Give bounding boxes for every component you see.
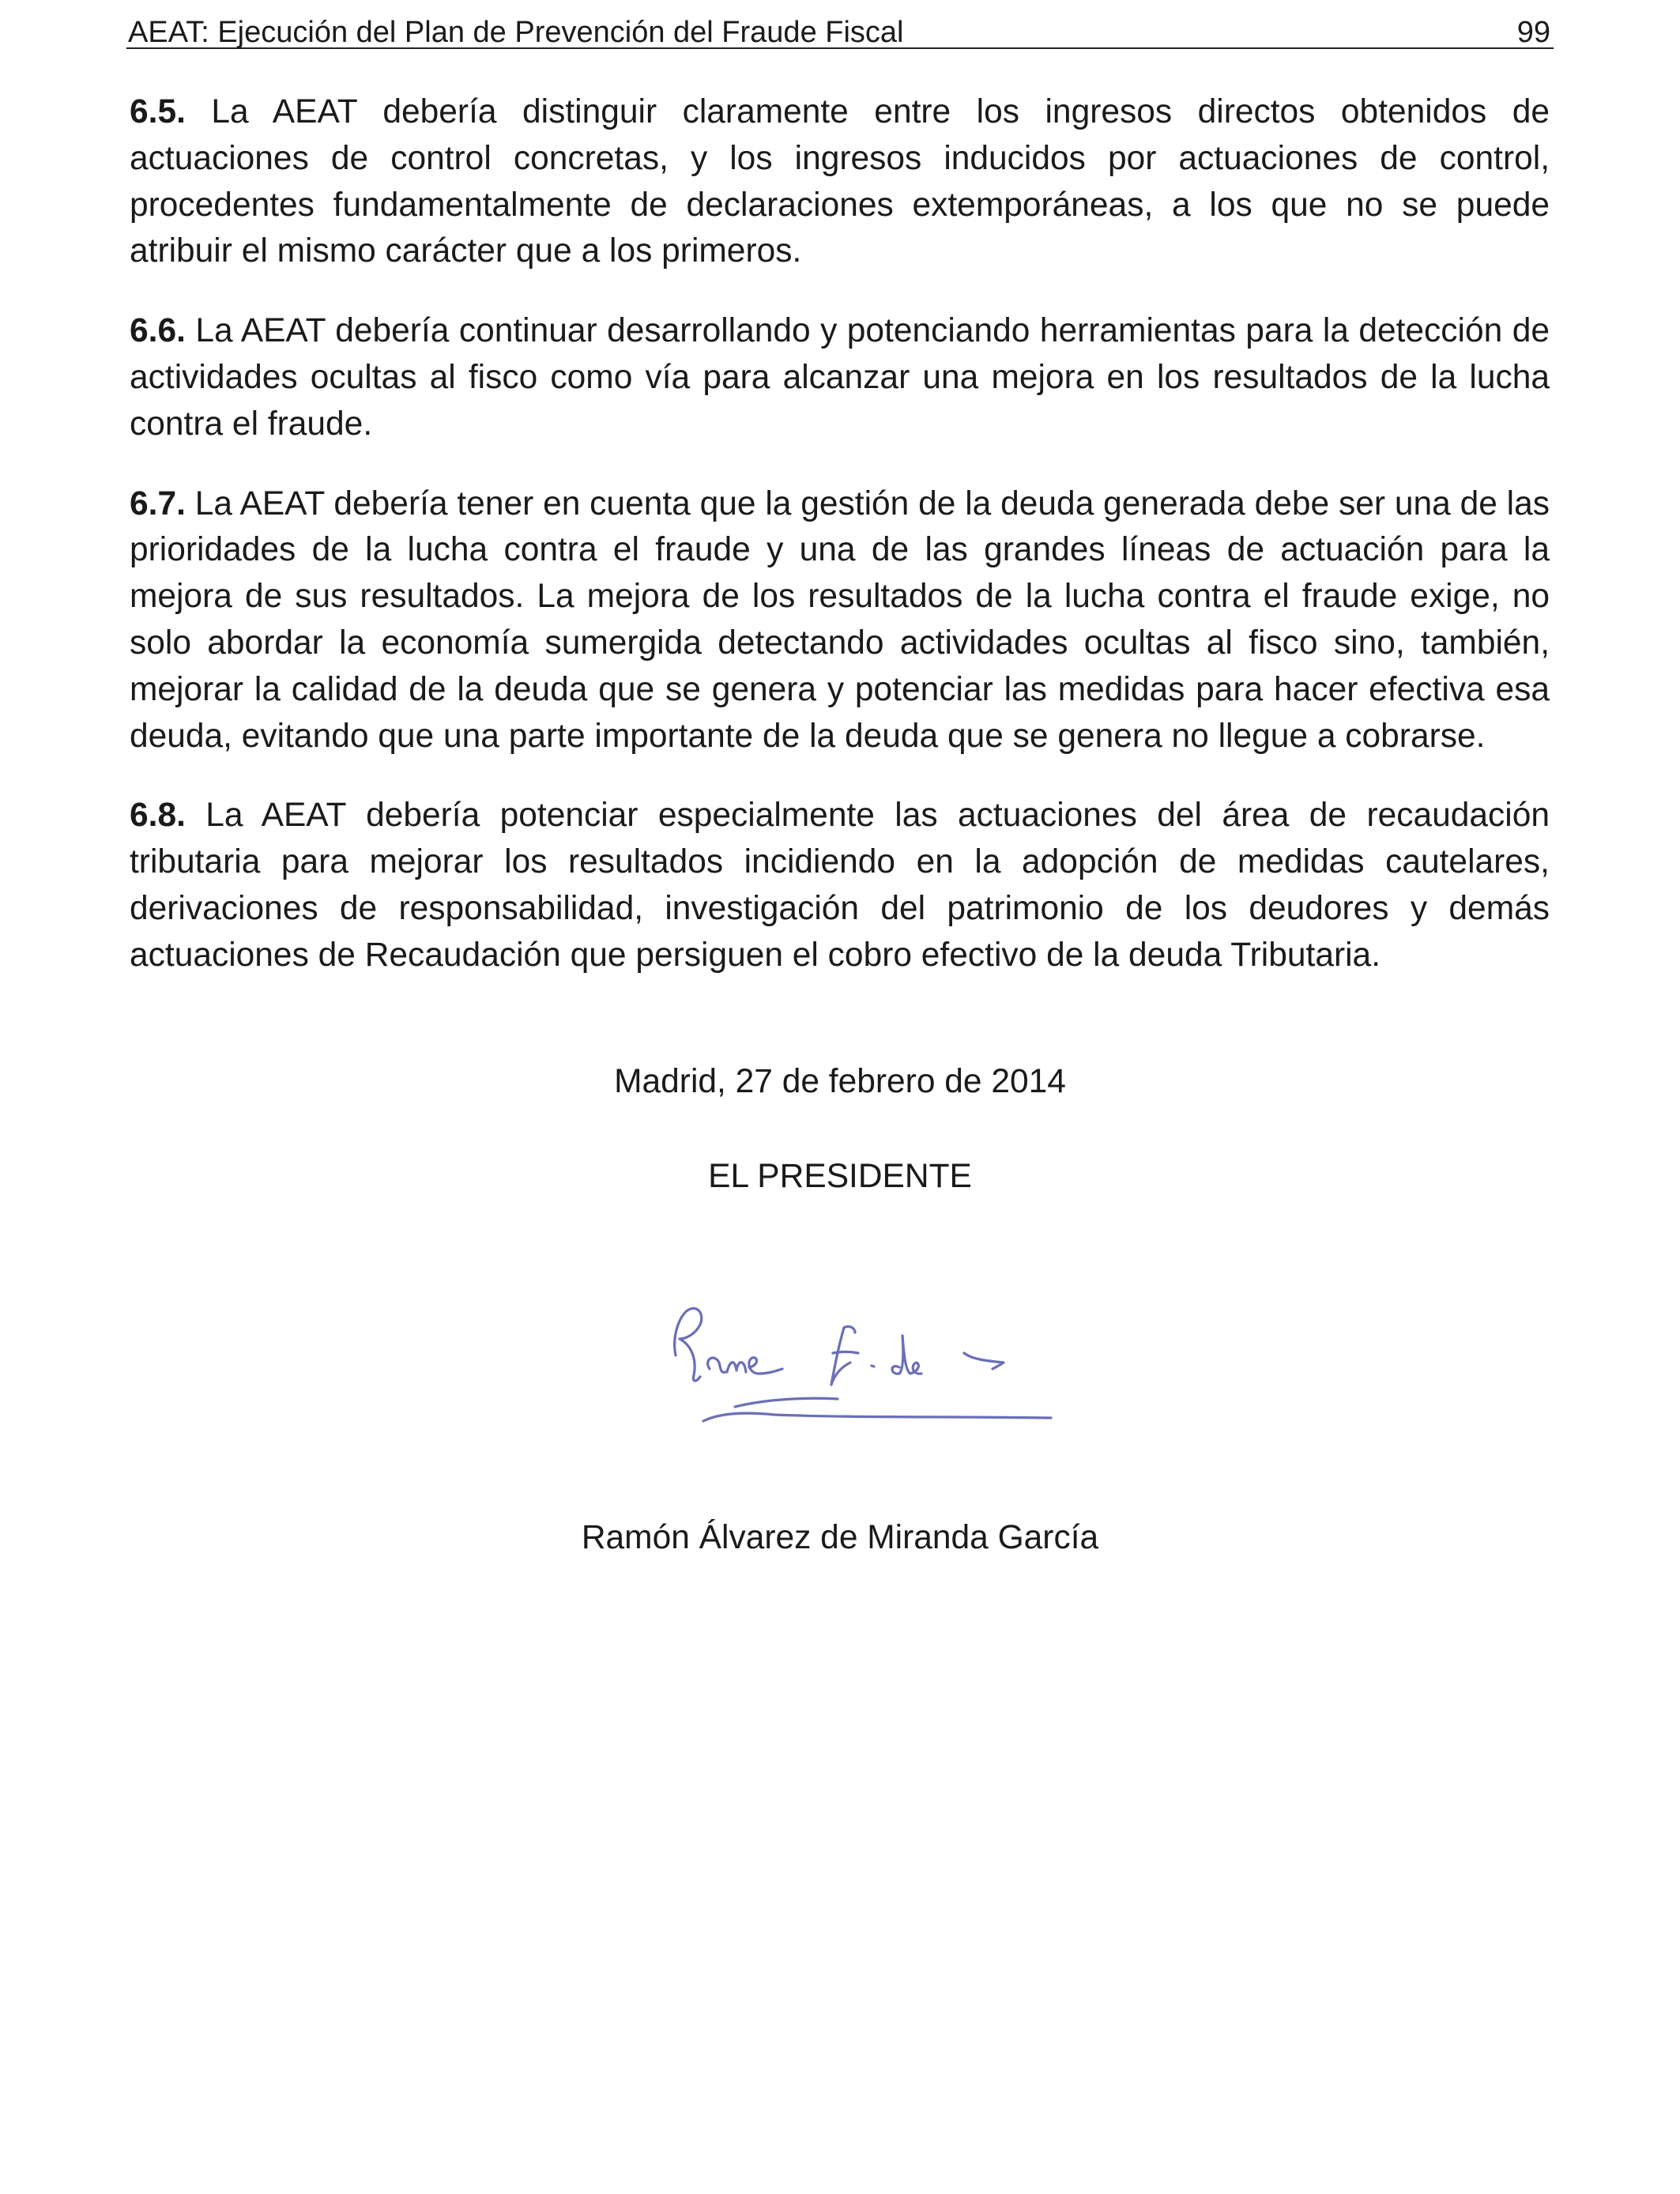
recommendation-number: 6.8. xyxy=(130,797,186,835)
recommendation-text: La AEAT debería continuar desarrollando y potenciando herramientas para la detección de actividades ocultas al fisco como vía para alcanzar una mejora en los resultados de la lucha contra el fraude. xyxy=(130,312,1550,443)
document-body xyxy=(130,89,1550,1012)
recommendation-text: La AEAT debería potenciar especialmente las actuaciones del área de recaudación tributaria para mejorar los resultados incidiendo en la adopción de medidas cautelares, derivaciones de responsabilidad, investigación del patrimonio de los deudores y demás actuaciones de Recaudación que persiguen el cobro efectivo de la deuda Tributaria. xyxy=(130,797,1550,974)
page-number: 99 xyxy=(1516,16,1550,49)
signer-role: EL PRESIDENTE xyxy=(708,1158,972,1195)
recommendation-6-6 xyxy=(130,308,1550,447)
recommendation-6-8 xyxy=(130,793,1550,978)
closing-date: Madrid, 27 de febrero de 2014 xyxy=(614,1063,1066,1100)
recommendation-6-5 xyxy=(130,89,1550,275)
signer-name: Ramón Álvarez de Miranda García xyxy=(581,1519,1099,1556)
recommendation-number: 6.7. xyxy=(130,484,186,522)
recommendation-text: La AEAT debería tener en cuenta que la gestión de la deuda generada debe ser una de las prioridades de la lucha contra el fraude y una de las grandes líneas de actuación para la mejora de sus resultados. La mejora de los resultados de la lucha contra el fraude exige, no solo abordar la economía sumergida detectando actividades ocultas al fisco sino, también, mejorar la calidad de la deuda que se genera y potenciar las medidas para hacer efectiva esa deuda, evitando que una parte importante de la deuda que se genera no llegue a cobrarse. xyxy=(130,484,1550,755)
recommendation-text: La AEAT debería distinguir claramente entre los ingresos directos obtenidos de actuaciones de control concretas, y los ingresos inducidos por actuaciones de control, procedentes fundamentalmente de declaraciones extemporáneas, a los que no se puede atribuir el mismo carácter que a los primeros. xyxy=(130,93,1550,270)
recommendation-number: 6.5. xyxy=(130,93,186,130)
header-title: AEAT: Ejecución del Plan de Prevención del Fraude Fiscal xyxy=(128,16,904,49)
recommendation-number: 6.6. xyxy=(130,312,186,350)
page-header xyxy=(126,8,1554,49)
handwritten-signature xyxy=(648,1280,1059,1438)
recommendation-6-7 xyxy=(130,481,1550,760)
